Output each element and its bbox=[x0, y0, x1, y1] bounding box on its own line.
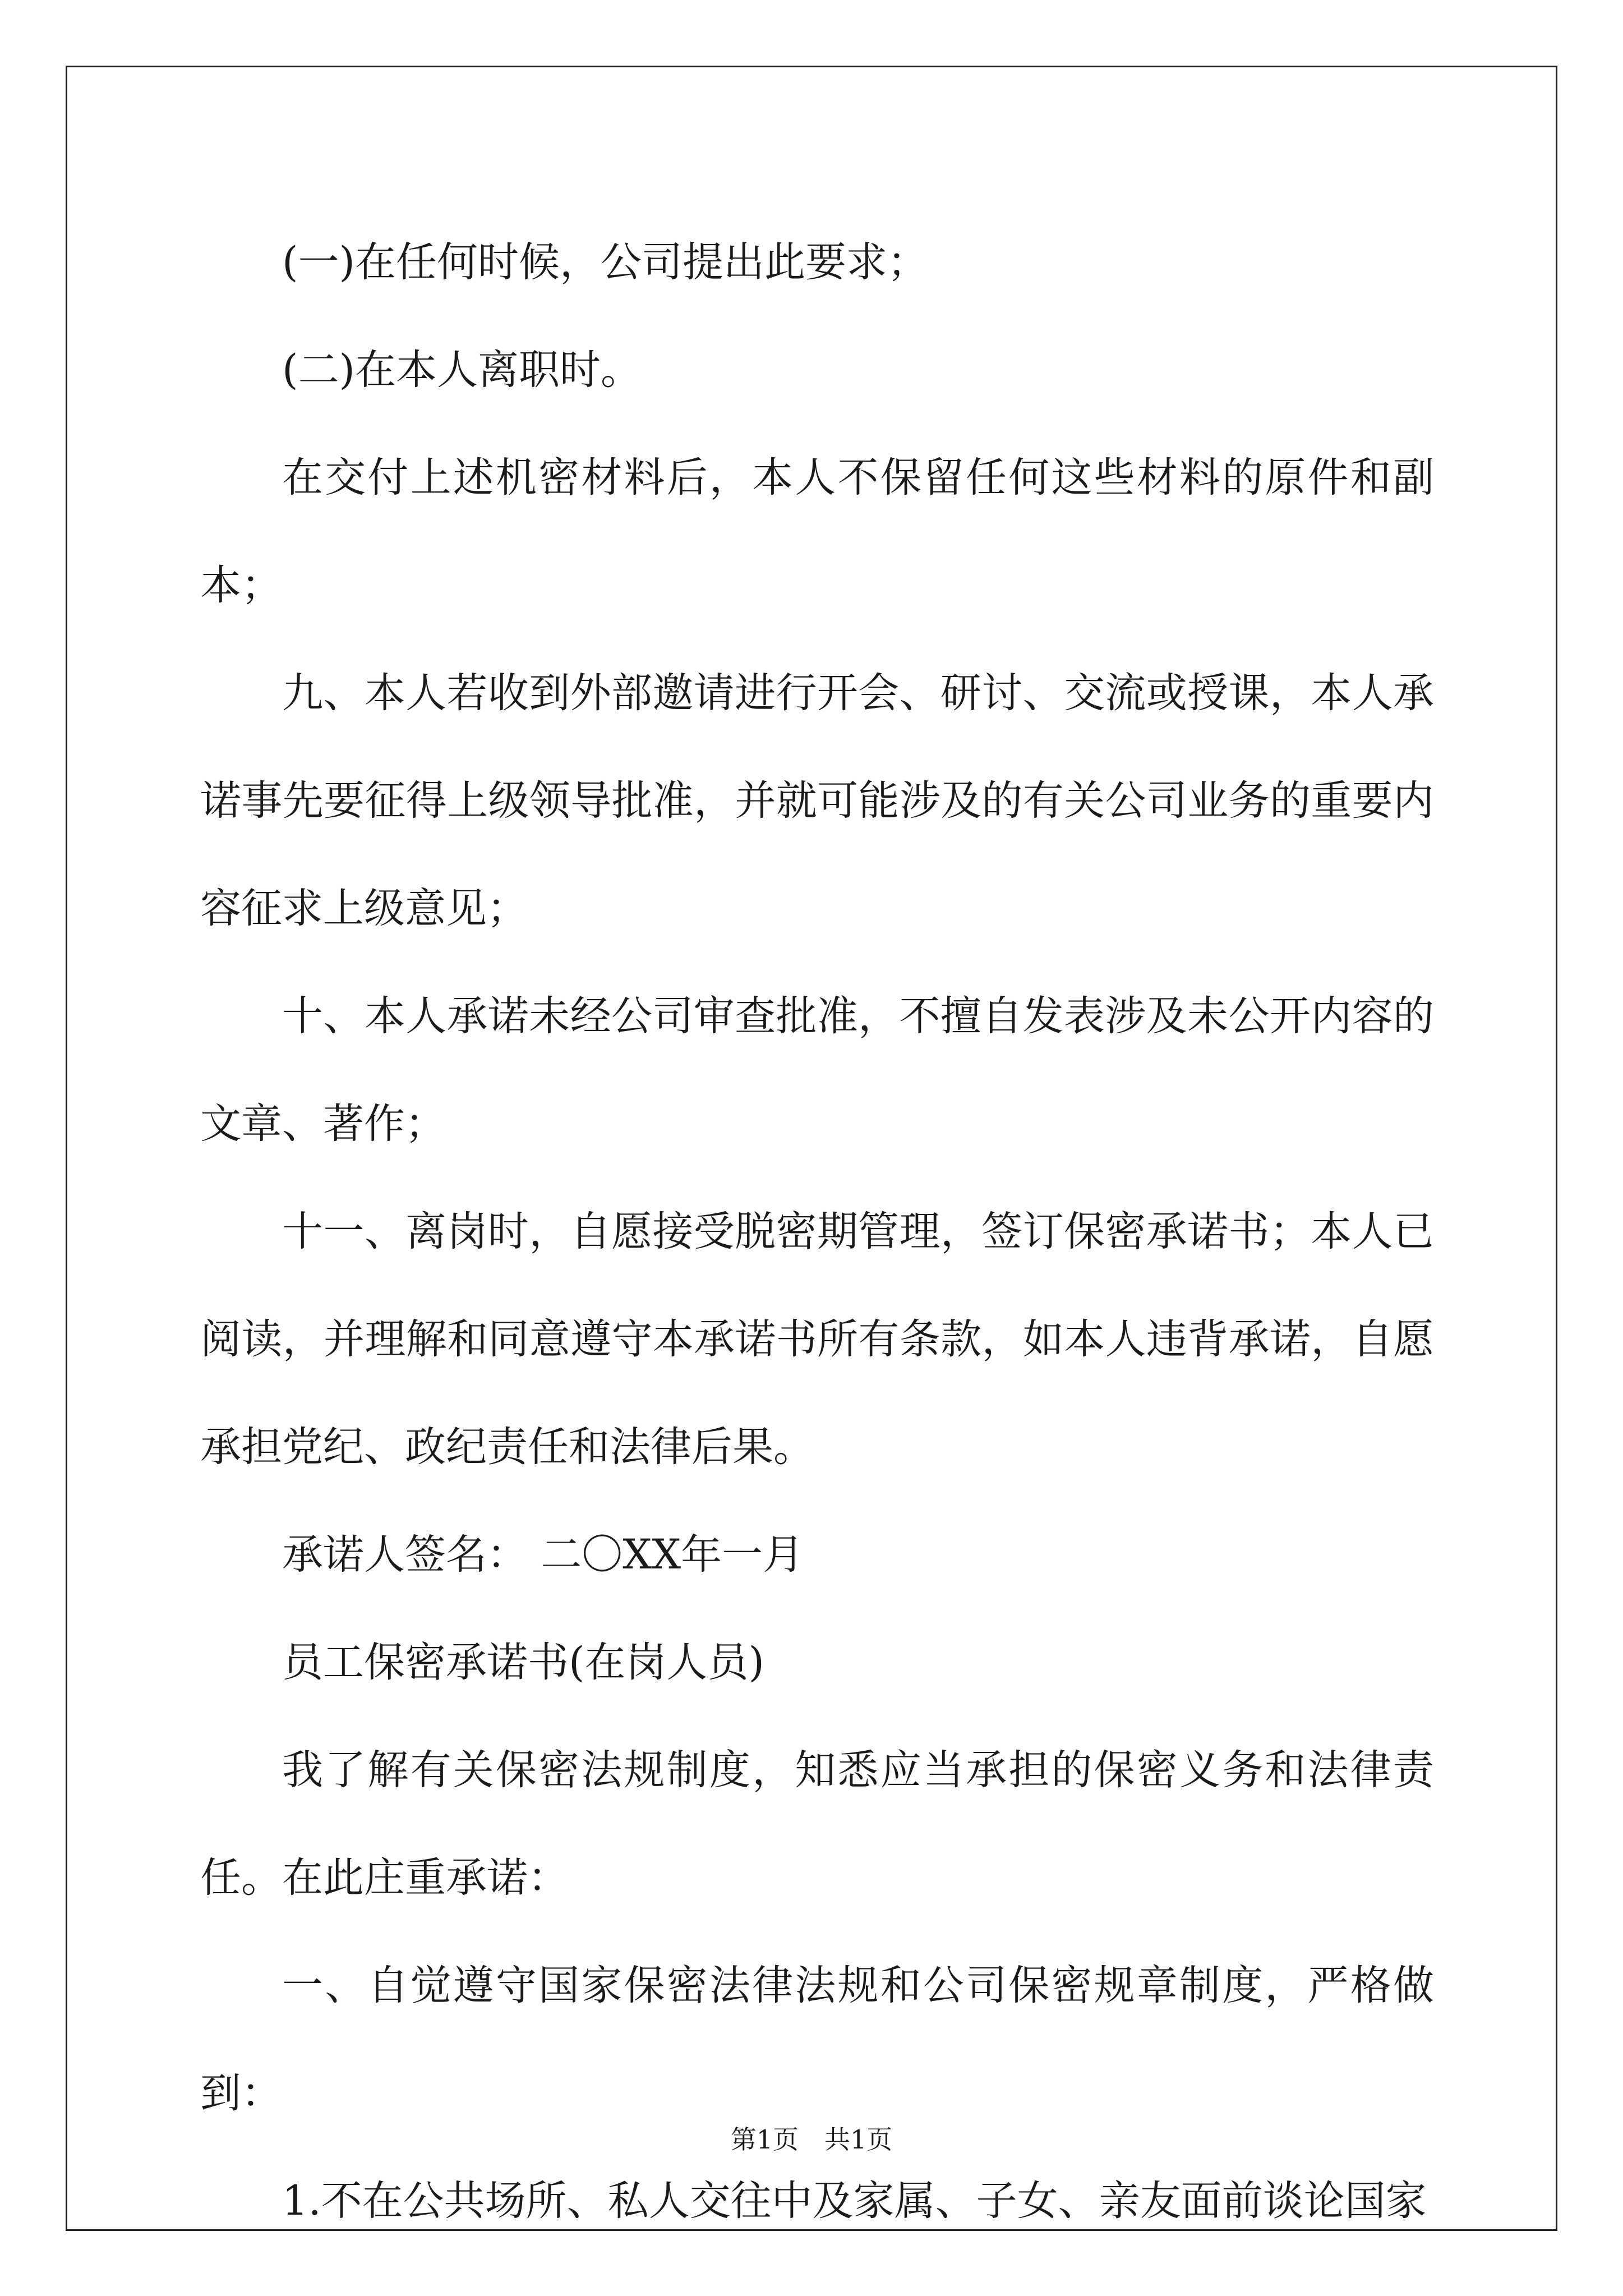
document-body bbox=[200, 209, 1434, 2255]
page-footer bbox=[0, 2123, 1623, 2156]
paragraph: 1.不在公共场所、私人交往中及家属、子女、亲友面前谈论国家 bbox=[282, 2177, 1427, 2225]
paragraph: 我了解有关保密法规制度，知悉应当承担的保密义务和法律责任。在此庄重承诺： bbox=[200, 1746, 1434, 1902]
page-number: 第1页 bbox=[730, 2124, 799, 2155]
page-total: 共1页 bbox=[824, 2124, 893, 2155]
section-title: 员工保密承诺书(在岗人员) bbox=[282, 1639, 764, 1686]
paragraph: 十、本人承诺未经公司审查批准，不擅自发表涉及未公开内容的文章、著作； bbox=[200, 992, 1434, 1148]
paragraph: 在交付上述机密材料后，本人不保留任何这些材料的原件和副本； bbox=[200, 454, 1434, 609]
paragraph: 一、自觉遵守国家保密法律法规和公司保密规章制度，严格做到： bbox=[200, 1962, 1434, 2117]
paragraph: (一)在任何时候，公司提出此要求； bbox=[282, 238, 928, 286]
paragraph: (二)在本人离职时。 bbox=[282, 346, 642, 394]
signature-line: 承诺人签名： 二〇XX年一月 bbox=[282, 1531, 804, 1579]
paragraph: 九、本人若收到外部邀请进行开会、研讨、交流或授课，本人承诺事先要征得上级领导批准，并就可能涉及的有关公司业务的重要内容征求上级意见； bbox=[200, 669, 1434, 932]
paragraph: 十一、离岗时，自愿接受脱密期管理，签订保密承诺书；本人已阅读，并理解和同意遵守本承诺书所有条款，如本人违背承诺，自愿承担党纪、政纪责任和法律后果。 bbox=[200, 1208, 1434, 1471]
